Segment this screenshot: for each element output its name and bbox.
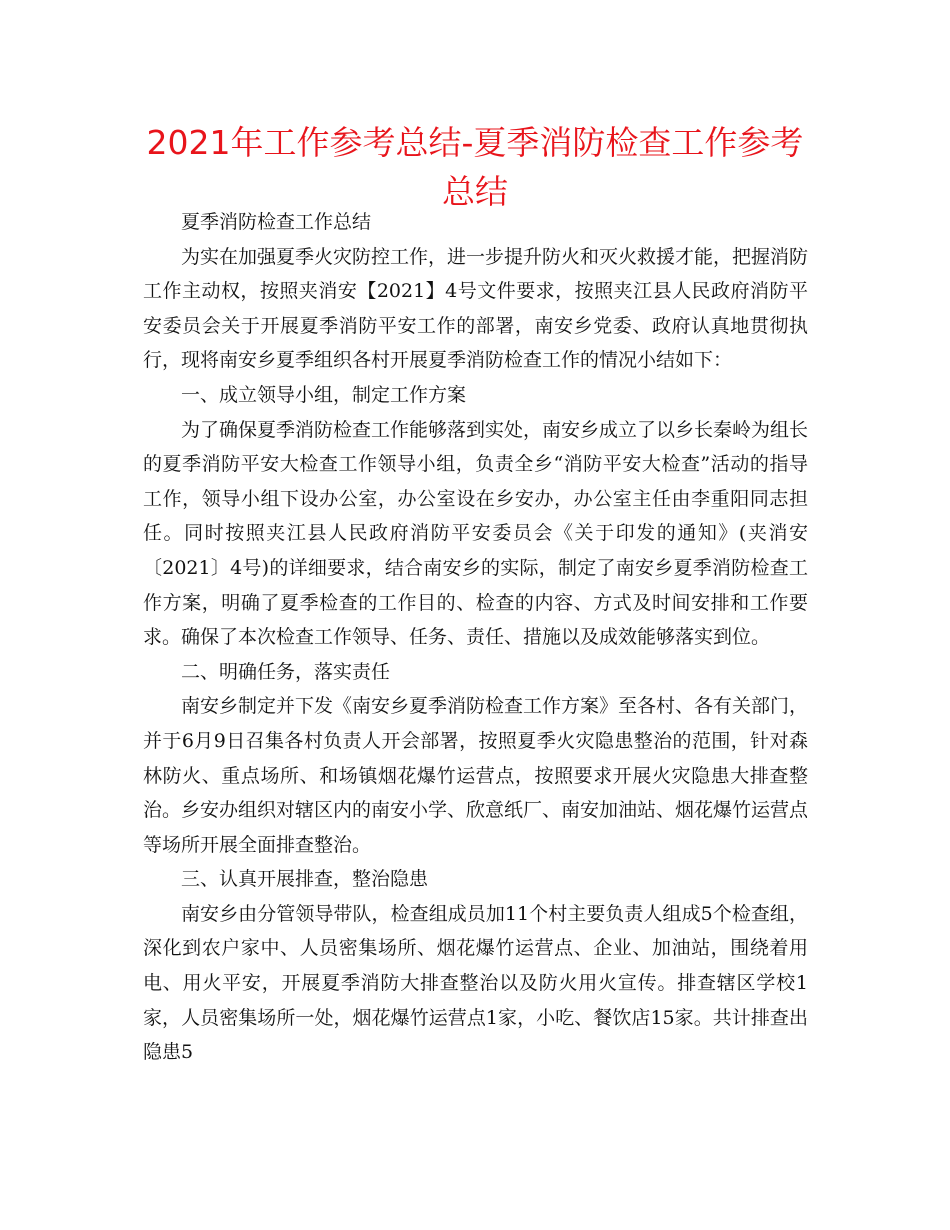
section-heading: 二、明确任务，落实责任 (181, 660, 391, 683)
paragraph: 为实在加强夏季火灾防控工作，进一步提升防火和灭火救援才能，把握消防工作主动权，按照夹消安【2021】4号文件要求，按照夹江县人民政府消防平安委员会关于开展夏季消防平安工作的部署，南安乡党委、政府认真地贯彻执行，现将南安乡夏季组织各村开展夏季消防检查工作的情况小结如下： (143, 245, 809, 372)
paragraph: 南安乡由分管领导带队，检查组成员加11个村主要负责人组成5个检查组，深化到农户家中、人员密集场所、烟花爆竹运营点、企业、加油站，围绕着用电、用火平安，开展夏季消防大排查整治以及防火用火宣传。排查辖区学校1家，人员密集场所一处，烟花爆竹运营点1家，小吃、餐饮店15家。共计排查出隐患5 (143, 902, 808, 1064)
section-heading: 一、成立领导小组，制定工作方案 (181, 383, 467, 406)
paragraph: 南安乡制定并下发《南安乡夏季消防检查工作方案》至各村、各有关部门，并于6月9日召集各村负责人开会部署，按照夏季火灾隐患整治的范围，针对森林防火、重点场所、和场镇烟花爆竹运营点，按照要求开展火灾隐患大排查整治。乡安办组织对辖区内的南安小学、欣意纸厂、南安加油站、烟花爆竹运营点等场所开展全面排查整治。 (143, 695, 809, 856)
document-title: 2021年工作参考总结-夏季消防检查工作参考总结 (146, 123, 804, 211)
section-heading: 夏季消防检查工作总结 (181, 211, 372, 233)
document-body (143, 205, 808, 1070)
paragraph: 为了确保夏季消防检查工作能够落到实处，南安乡成立了以乡长秦岭为组长的夏季消防平安大检查工作领导小组，负责全乡“消防平安大检查”活动的指导工作，领导小组下设办公室，办公室设在乡安办，办公室主任由李重阳同志担任。同时按照夹江县人民政府消防平安委员会《关于印发的通知》(夹消安〔2021〕4号)的详细要求，结合南安乡的实际，制定了南安乡夏季消防检查工作方案，明确了夏季检查的工作目的、检查的内容、方式及时间安排和工作要求。确保了本次检查工作领导、任务、责任、措施以及成效能够落实到位。 (143, 418, 809, 649)
section-heading: 三、认真开展排查，整治隐患 (181, 868, 429, 891)
